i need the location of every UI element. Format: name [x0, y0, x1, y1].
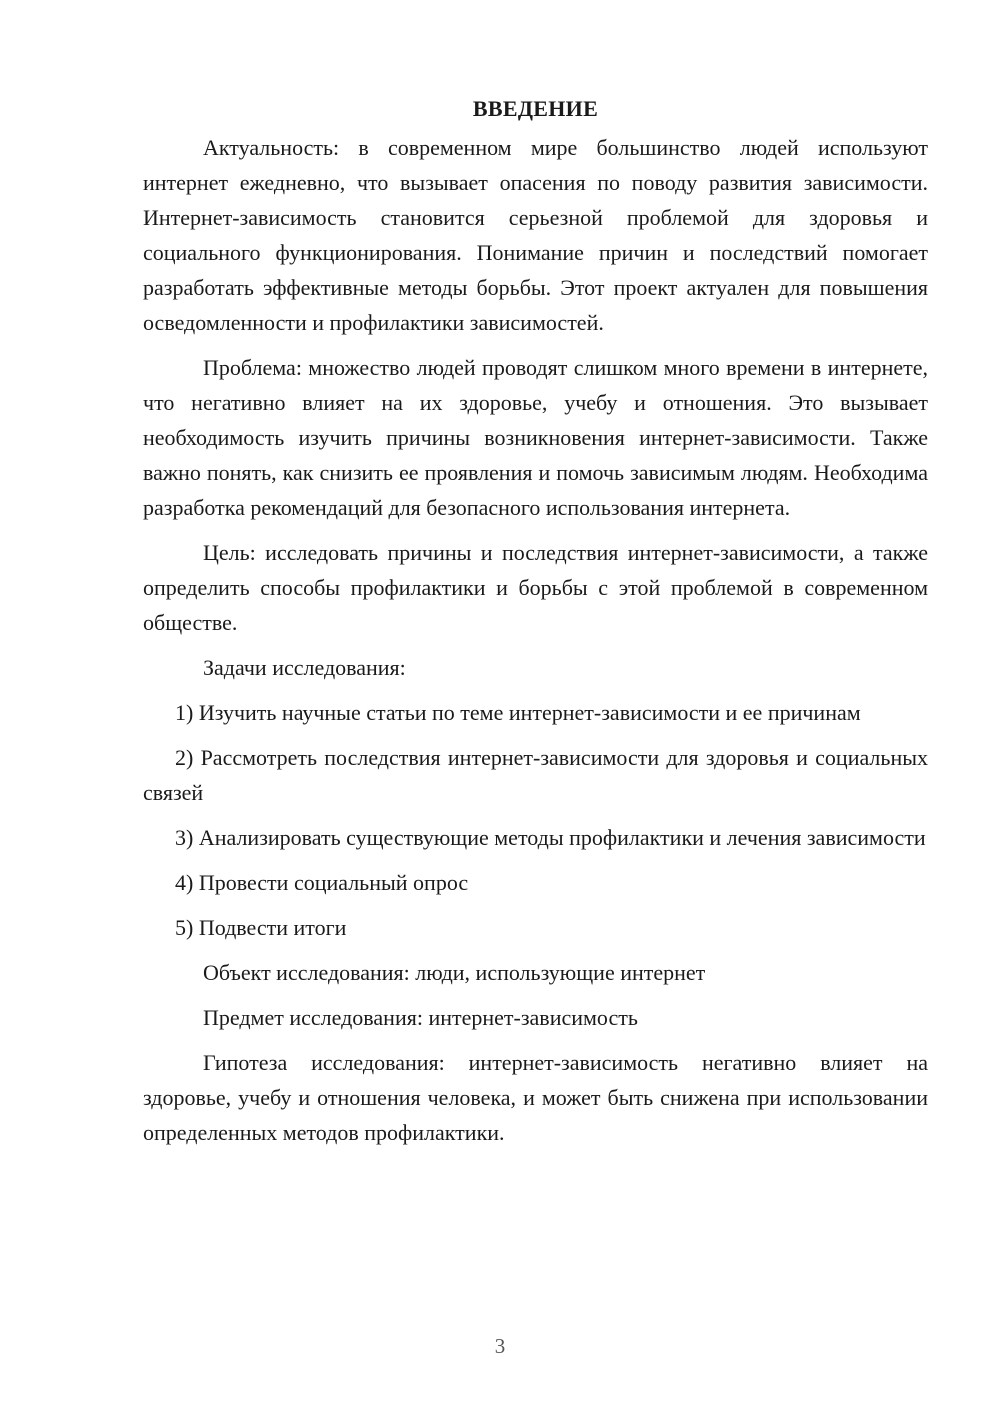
research-object: Объект исследования: люди, использующие интернет: [203, 960, 706, 985]
page-title: ВВЕДЕНИЕ: [472, 96, 599, 121]
page-number: 3: [494, 1334, 506, 1358]
task-item-2: 2) Рассмотреть последствия интернет-зависимости для здоровья и социальных связей: [143, 745, 928, 805]
problem-paragraph: Проблема: множество людей проводят слишком много времени в интернете, что негативно влияет на их здоровье, учебу и отношения. Это вызывает необходимость изучить причины возникновения интернет-зависимости. Также важно понять, как снизить ее проявления и помочь зависимым людям. Необходима разработка рекомендаций для безопасного использования интернета.: [143, 355, 928, 520]
task-item-1: 1) Изучить научные статьи по теме интернет-зависимости и ее причинам: [175, 700, 861, 725]
page-content: [143, 94, 928, 1160]
relevance-paragraph: Актуальность: в современном мире большинство людей используют интернет ежедневно, что вызывает опасения по поводу развития зависимости. Интернет-зависимость становится серьезной проблемой для здоровья и социального функционирования. Понимание причин и последствий помогает разработать эффективные методы борьбы. Этот проект актуален для повышения осведомленности и профилактики зависимостей.: [143, 135, 928, 335]
goal-paragraph: Цель: исследовать причины и последствия интернет-зависимости, а также определить способы профилактики и борьбы с этой проблемой в современном обществе.: [143, 540, 928, 635]
task-item-4: 4) Провести социальный опрос: [175, 870, 469, 895]
task-item-5: 5) Подвести итоги: [175, 915, 347, 940]
research-hypothesis: Гипотеза исследования: интернет-зависимость негативно влияет на здоровье, учебу и отношения человека, и может быть снижена при использовании определенных методов профилактики.: [143, 1050, 928, 1145]
tasks-heading: Задачи исследования:: [203, 655, 406, 680]
task-item-3: 3) Анализировать существующие методы профилактики и лечения зависимости: [175, 825, 926, 850]
research-subject: Предмет исследования: интернет-зависимость: [203, 1005, 638, 1030]
